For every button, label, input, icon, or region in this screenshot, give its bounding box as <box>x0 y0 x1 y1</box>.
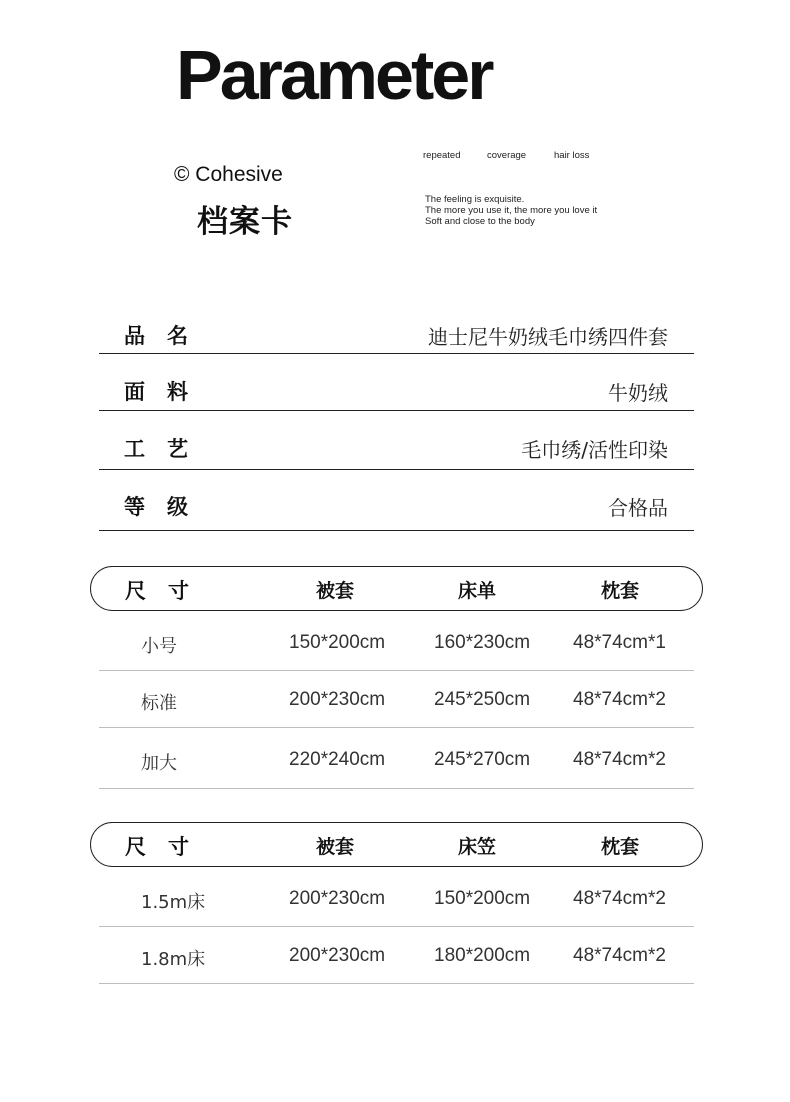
header-size: 尺寸 <box>125 835 211 859</box>
description-line: Soft and close to the body <box>425 216 535 227</box>
table-row <box>99 671 694 728</box>
description <box>425 194 597 227</box>
brand-subtitle: 档案卡 <box>197 204 293 240</box>
row-duvet-cover: 200*230cm <box>289 689 386 710</box>
description-line: The feeling is exquisite. <box>425 194 525 205</box>
row-bed-sheet: 160*230cm <box>434 632 531 653</box>
table-row <box>99 927 694 984</box>
spec-value: 毛巾绣/活性印染 <box>521 438 668 462</box>
header-fitted-sheet: 床笠 <box>458 836 497 858</box>
tag-repeated: repeated <box>423 150 461 161</box>
row-size-name: 标准 <box>141 693 177 714</box>
header-duvet-cover: 被套 <box>316 836 355 858</box>
row-fitted-sheet: 150*200cm <box>434 888 531 909</box>
bed-table-header <box>90 822 703 867</box>
table-row <box>99 870 694 927</box>
row-duvet-cover: 200*230cm <box>289 888 386 909</box>
header-size: 尺寸 <box>125 579 211 603</box>
row-size-name: 加大 <box>141 753 177 774</box>
spec-label: 工艺 <box>124 437 210 461</box>
spec-row-craft <box>99 411 694 470</box>
page-title: Parameter <box>176 36 492 114</box>
spec-label: 品名 <box>124 324 210 348</box>
tag-hair-loss: hair loss <box>554 150 590 161</box>
spec-row-grade <box>99 470 694 531</box>
header-pillowcase: 枕套 <box>601 836 640 858</box>
spec-value: 牛奶绒 <box>608 381 668 405</box>
size-table-header <box>90 566 703 611</box>
row-fitted-sheet: 180*200cm <box>434 945 531 966</box>
row-duvet-cover: 220*240cm <box>289 749 386 770</box>
row-pillowcase: 48*74cm*2 <box>573 689 666 710</box>
table-row <box>99 614 694 671</box>
header-pillowcase: 枕套 <box>601 580 640 602</box>
spec-row-product-name <box>99 310 694 354</box>
row-pillowcase: 48*74cm*2 <box>573 945 666 966</box>
row-pillowcase: 48*74cm*2 <box>573 749 666 770</box>
header-duvet-cover: 被套 <box>316 580 355 602</box>
spec-label: 面料 <box>124 380 210 404</box>
tag-coverage: coverage <box>487 150 527 161</box>
row-bed-sheet: 245*250cm <box>434 689 531 710</box>
row-size-name: 小号 <box>141 636 177 657</box>
table-row <box>99 728 694 789</box>
row-duvet-cover: 150*200cm <box>289 632 386 653</box>
row-pillowcase: 48*74cm*2 <box>573 888 666 909</box>
row-bed-sheet: 245*270cm <box>434 749 531 770</box>
description-line: The more you use it, the more you love it <box>425 205 598 216</box>
spec-value: 合格品 <box>608 496 668 520</box>
spec-row-fabric <box>99 354 694 411</box>
header-bed-sheet: 床单 <box>458 580 497 602</box>
row-bed-size: 1.5m床 <box>141 892 206 913</box>
row-bed-size: 1.8m床 <box>141 949 206 970</box>
row-duvet-cover: 200*230cm <box>289 945 386 966</box>
row-pillowcase: 48*74cm*1 <box>573 632 666 653</box>
spec-value: 迪士尼牛奶绒毛巾绣四件套 <box>428 325 668 349</box>
brand-name: © Cohesive <box>174 163 283 186</box>
spec-label: 等级 <box>124 495 210 519</box>
